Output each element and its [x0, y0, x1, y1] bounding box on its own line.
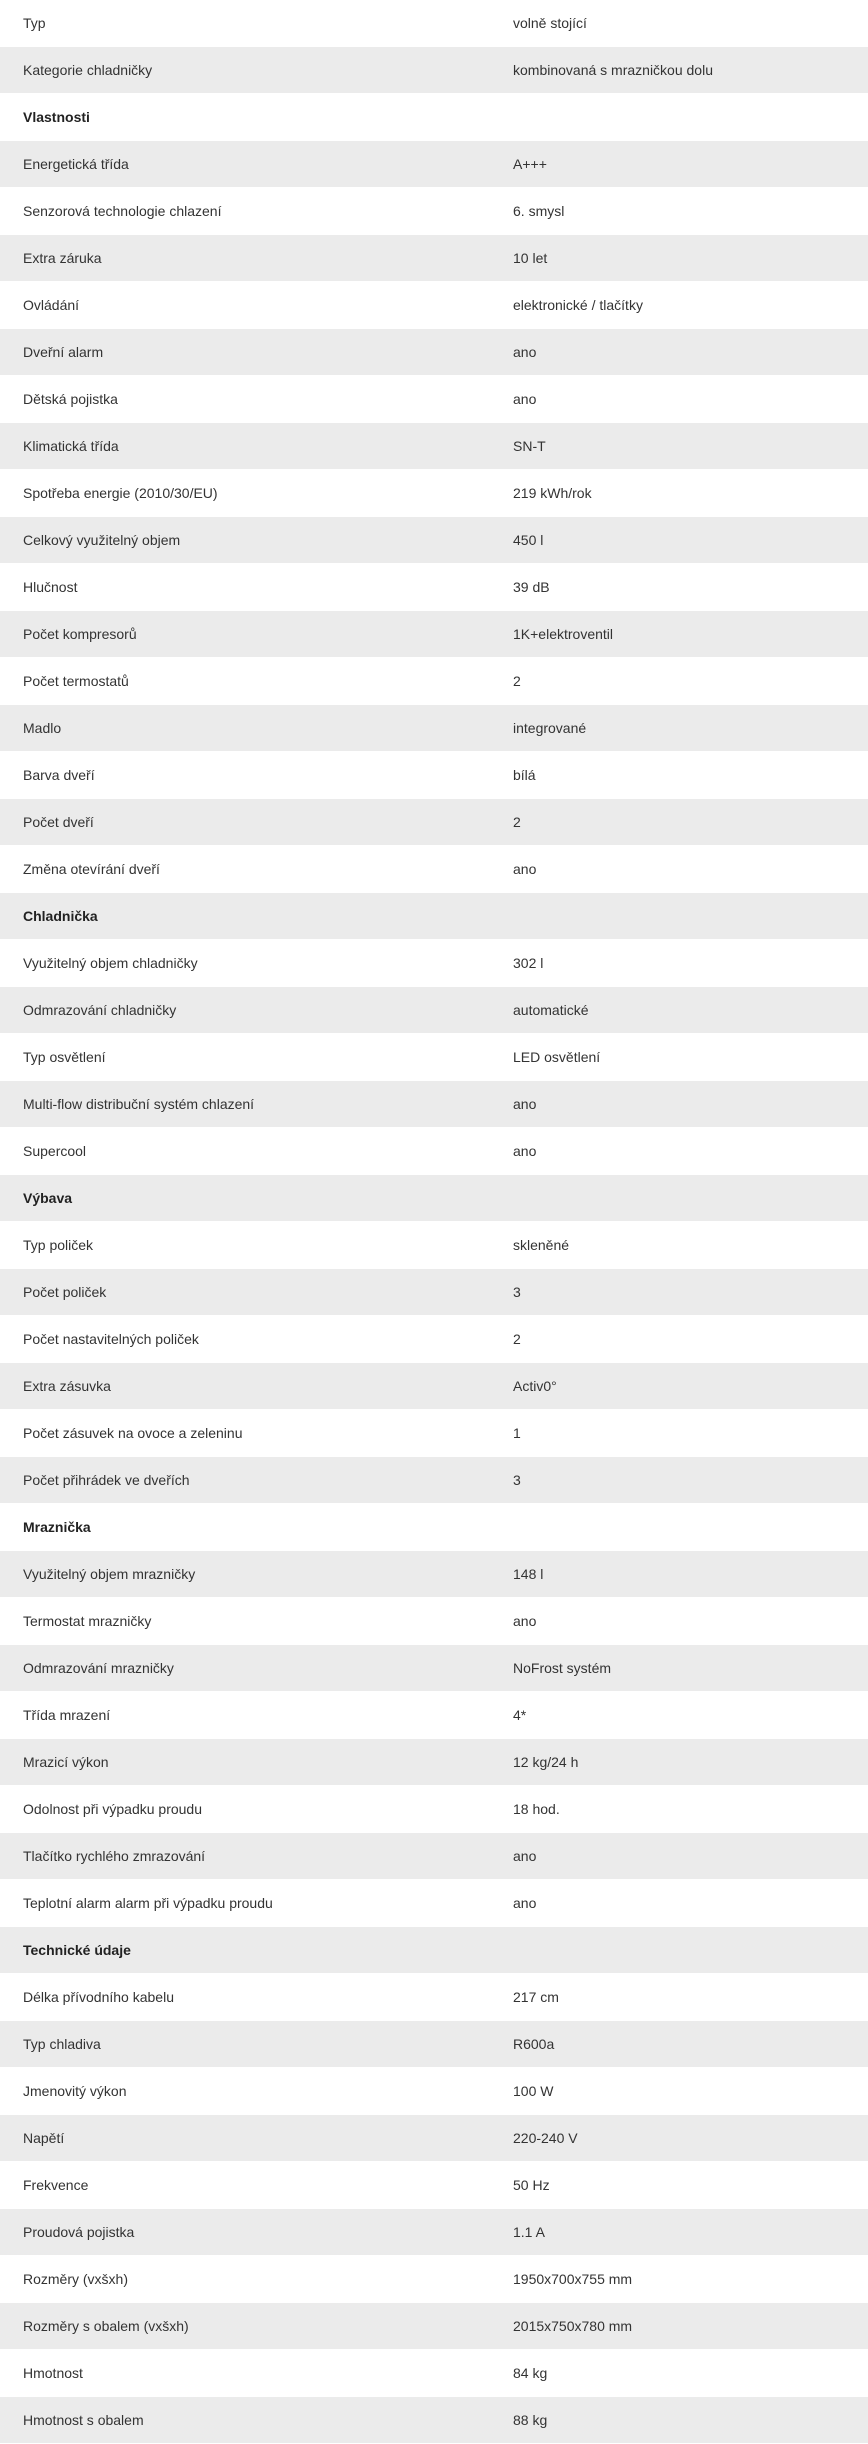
- spec-row: [0, 1645, 868, 1692]
- spec-row: [0, 376, 868, 423]
- section-header-row: [0, 893, 868, 940]
- spec-row: [0, 1222, 868, 1269]
- spec-label: Počet poliček: [0, 1269, 489, 1316]
- spec-value: kombinovaná s mrazničkou dolu: [489, 47, 868, 94]
- spec-label: Počet zásuvek na ovoce a zeleninu: [0, 1410, 489, 1457]
- spec-label: Madlo: [0, 705, 489, 752]
- spec-label: Teplotní alarm alarm při výpadku proudu: [0, 1880, 489, 1927]
- spec-row: [0, 2209, 868, 2256]
- spec-row: [0, 2397, 868, 2444]
- spec-label: Odolnost při výpadku proudu: [0, 1786, 489, 1833]
- spec-row: [0, 1598, 868, 1645]
- spec-value: 2: [489, 799, 868, 846]
- spec-row: [0, 1786, 868, 1833]
- spec-row: [0, 2115, 868, 2162]
- spec-row: [0, 423, 868, 470]
- spec-row: [0, 470, 868, 517]
- spec-value: ano: [489, 1598, 868, 1645]
- spec-value: automatické: [489, 987, 868, 1034]
- spec-row: [0, 2162, 868, 2209]
- section-title: Výbava: [0, 1175, 868, 1222]
- spec-row: [0, 2350, 868, 2397]
- spec-label: Mrazicí výkon: [0, 1739, 489, 1786]
- spec-value: 2: [489, 658, 868, 705]
- spec-row: [0, 329, 868, 376]
- spec-label: Dveřní alarm: [0, 329, 489, 376]
- spec-row: [0, 1974, 868, 2021]
- spec-row: [0, 564, 868, 611]
- spec-value: A+++: [489, 141, 868, 188]
- spec-value: R600a: [489, 2021, 868, 2068]
- spec-row: [0, 282, 868, 329]
- spec-label: Hmotnost: [0, 2350, 489, 2397]
- spec-value: ano: [489, 1081, 868, 1128]
- spec-value: 12 kg/24 h: [489, 1739, 868, 1786]
- spec-value: SN-T: [489, 423, 868, 470]
- spec-value: integrované: [489, 705, 868, 752]
- spec-value: Activ0°: [489, 1363, 868, 1410]
- spec-value: ano: [489, 1833, 868, 1880]
- spec-row: [0, 517, 868, 564]
- spec-row: [0, 940, 868, 987]
- spec-label: Rozměry (vxšxh): [0, 2256, 489, 2303]
- spec-label: Počet dveří: [0, 799, 489, 846]
- spec-value: 6. smysl: [489, 188, 868, 235]
- spec-label: Počet přihrádek ve dveřích: [0, 1457, 489, 1504]
- spec-label: Počet kompresorů: [0, 611, 489, 658]
- section-title: Technické údaje: [0, 1927, 868, 1974]
- spec-label: Termostat mrazničky: [0, 1598, 489, 1645]
- spec-value: ano: [489, 329, 868, 376]
- spec-label: Celkový využitelný objem: [0, 517, 489, 564]
- spec-row: [0, 2256, 868, 2303]
- spec-row: [0, 2303, 868, 2350]
- spec-label: Proudová pojistka: [0, 2209, 489, 2256]
- spec-label: Typ osvětlení: [0, 1034, 489, 1081]
- spec-label: Hlučnost: [0, 564, 489, 611]
- spec-value: ano: [489, 376, 868, 423]
- spec-row: [0, 705, 868, 752]
- spec-value: skleněné: [489, 1222, 868, 1269]
- spec-label: Počet nastavitelných poliček: [0, 1316, 489, 1363]
- section-title: Chladnička: [0, 893, 868, 940]
- spec-value: 1.1 A: [489, 2209, 868, 2256]
- spec-row: [0, 1128, 868, 1175]
- spec-row: [0, 1551, 868, 1598]
- spec-row: [0, 0, 868, 47]
- spec-label: Počet termostatů: [0, 658, 489, 705]
- spec-row: [0, 799, 868, 846]
- spec-value: 219 kWh/rok: [489, 470, 868, 517]
- spec-label: Multi-flow distribuční systém chlazení: [0, 1081, 489, 1128]
- spec-label: Odmrazování chladničky: [0, 987, 489, 1034]
- spec-value: 302 l: [489, 940, 868, 987]
- spec-value: elektronické / tlačítky: [489, 282, 868, 329]
- section-header-row: [0, 1504, 868, 1551]
- spec-row: [0, 235, 868, 282]
- spec-label: Spotřeba energie (2010/30/EU): [0, 470, 489, 517]
- spec-row: [0, 611, 868, 658]
- spec-row: [0, 1739, 868, 1786]
- spec-label: Využitelný objem chladničky: [0, 940, 489, 987]
- spec-value: LED osvětlení: [489, 1034, 868, 1081]
- spec-value: 3: [489, 1269, 868, 1316]
- spec-row: [0, 987, 868, 1034]
- spec-label: Extra záruka: [0, 235, 489, 282]
- spec-value: 148 l: [489, 1551, 868, 1598]
- spec-label: Ovládání: [0, 282, 489, 329]
- spec-row: [0, 752, 868, 799]
- spec-row: [0, 1457, 868, 1504]
- spec-label: Třída mrazení: [0, 1692, 489, 1739]
- section-header-row: [0, 1175, 868, 1222]
- spec-row: [0, 846, 868, 893]
- spec-value: ano: [489, 1128, 868, 1175]
- spec-row: [0, 1410, 868, 1457]
- spec-value: 18 hod.: [489, 1786, 868, 1833]
- spec-label: Hmotnost s obalem: [0, 2397, 489, 2444]
- spec-value: 1950x700x755 mm: [489, 2256, 868, 2303]
- spec-row: [0, 658, 868, 705]
- spec-label: Klimatická třída: [0, 423, 489, 470]
- spec-row: [0, 1081, 868, 1128]
- spec-label: Délka přívodního kabelu: [0, 1974, 489, 2021]
- spec-row: [0, 1692, 868, 1739]
- spec-value: 1: [489, 1410, 868, 1457]
- spec-row: [0, 188, 868, 235]
- spec-row: [0, 1363, 868, 1410]
- spec-label: Typ poliček: [0, 1222, 489, 1269]
- spec-value: NoFrost systém: [489, 1645, 868, 1692]
- spec-label: Dětská pojistka: [0, 376, 489, 423]
- spec-label: Energetická třída: [0, 141, 489, 188]
- spec-value: volně stojící: [489, 0, 868, 47]
- spec-row: [0, 1880, 868, 1927]
- spec-value: 2: [489, 1316, 868, 1363]
- section-title: Mraznička: [0, 1504, 868, 1551]
- spec-value: 10 let: [489, 235, 868, 282]
- section-header-row: [0, 94, 868, 141]
- spec-row: [0, 1316, 868, 1363]
- spec-label: Změna otevírání dveří: [0, 846, 489, 893]
- spec-label: Kategorie chladničky: [0, 47, 489, 94]
- spec-row: [0, 2021, 868, 2068]
- spec-label: Typ: [0, 0, 489, 47]
- spec-label: Supercool: [0, 1128, 489, 1175]
- section-header-row: [0, 1927, 868, 1974]
- spec-value: 450 l: [489, 517, 868, 564]
- spec-label: Extra zásuvka: [0, 1363, 489, 1410]
- spec-label: Využitelný objem mrazničky: [0, 1551, 489, 1598]
- spec-value: 39 dB: [489, 564, 868, 611]
- spec-value: 1K+elektroventil: [489, 611, 868, 658]
- spec-value: ano: [489, 1880, 868, 1927]
- spec-label: Barva dveří: [0, 752, 489, 799]
- section-title: Vlastnosti: [0, 94, 868, 141]
- spec-value: 3: [489, 1457, 868, 1504]
- spec-label: Senzorová technologie chlazení: [0, 188, 489, 235]
- spec-row: [0, 1833, 868, 1880]
- spec-value: 220-240 V: [489, 2115, 868, 2162]
- spec-value: 100 W: [489, 2068, 868, 2115]
- spec-value: ano: [489, 846, 868, 893]
- spec-value: 84 kg: [489, 2350, 868, 2397]
- spec-row: [0, 1269, 868, 1316]
- spec-label: Rozměry s obalem (vxšxh): [0, 2303, 489, 2350]
- spec-value: bílá: [489, 752, 868, 799]
- spec-value: 4*: [489, 1692, 868, 1739]
- spec-label: Jmenovitý výkon: [0, 2068, 489, 2115]
- spec-value: 88 kg: [489, 2397, 868, 2444]
- spec-value: 217 cm: [489, 1974, 868, 2021]
- spec-value: 50 Hz: [489, 2162, 868, 2209]
- spec-label: Napětí: [0, 2115, 489, 2162]
- spec-row: [0, 2068, 868, 2115]
- spec-label: Tlačítko rychlého zmrazování: [0, 1833, 489, 1880]
- spec-row: [0, 1034, 868, 1081]
- spec-label: Typ chladiva: [0, 2021, 489, 2068]
- spec-value: 2015x750x780 mm: [489, 2303, 868, 2350]
- spec-label: Frekvence: [0, 2162, 489, 2209]
- spec-row: [0, 47, 868, 94]
- spec-label: Odmrazování mrazničky: [0, 1645, 489, 1692]
- spec-row: [0, 141, 868, 188]
